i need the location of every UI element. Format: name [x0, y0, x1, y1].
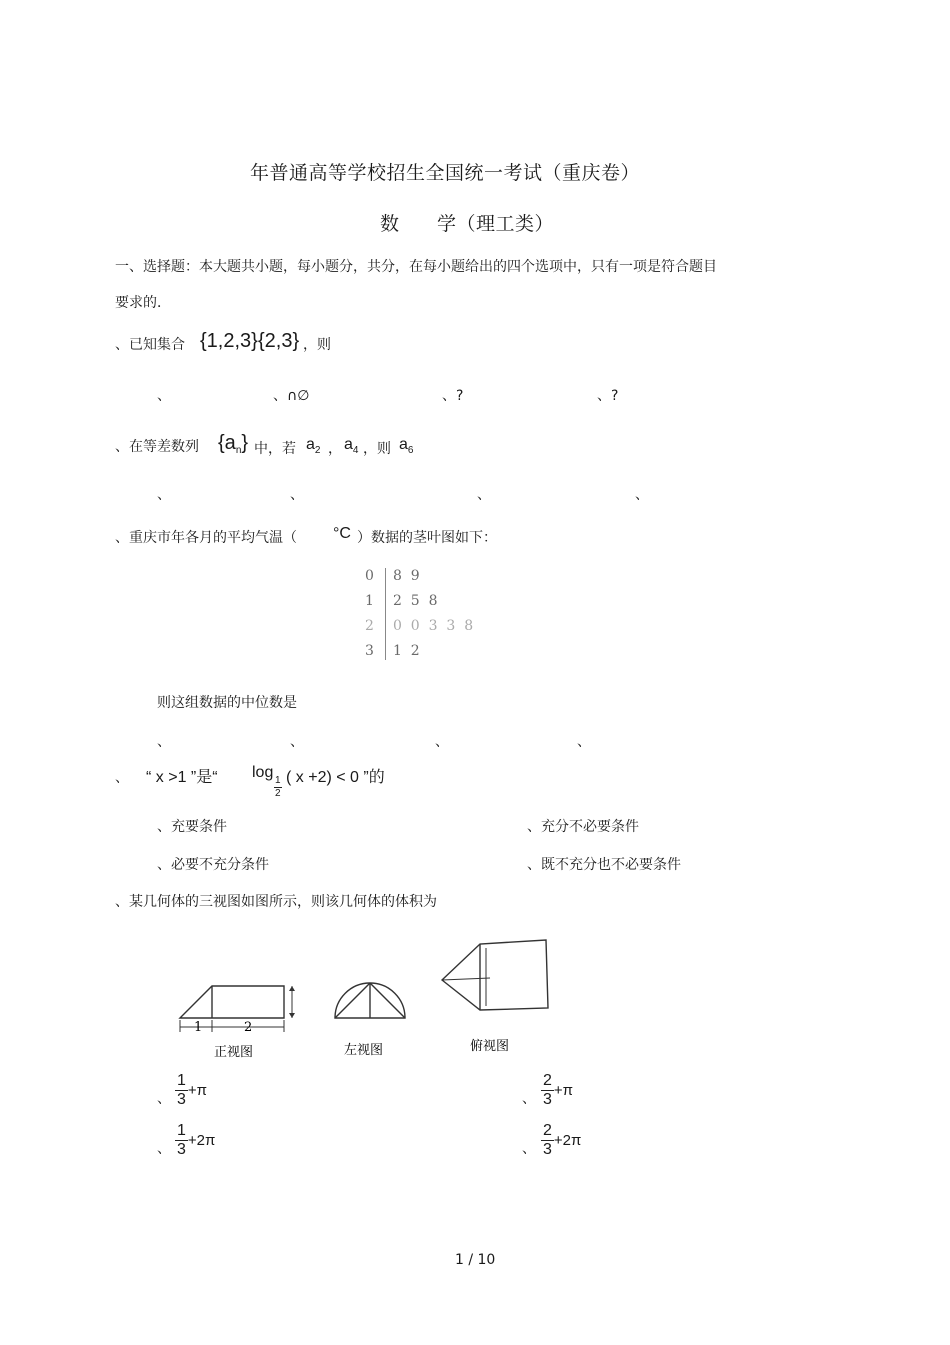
q2-option-c: 、 — [477, 487, 491, 503]
q5-option-c: $\frac{1}{3}$ +2π — [177, 1122, 216, 1158]
section-instructions-line2: 要求的． — [115, 295, 171, 311]
side-view — [335, 983, 405, 1018]
q2-option-b: 、 — [290, 487, 304, 503]
q1-set-b: {2,3} — [258, 330, 300, 352]
leaves-0: 8 9 — [393, 568, 420, 584]
q5-option-a: $\frac{1}{3}$ +π — [177, 1072, 208, 1108]
stem-2: 2 — [365, 618, 374, 634]
q1-option-b: 、∩∅ — [273, 388, 310, 404]
q2-a6: $a_6$ — [399, 436, 414, 456]
top-view-label: 俯视图 — [470, 1039, 510, 1054]
q2-prefix: 、在等差数列 — [115, 439, 199, 455]
q4-option-d: 、既不充分也不必要条件 — [527, 857, 681, 873]
q5-option-b: $\frac{2}{3}$ +π — [543, 1072, 574, 1108]
q1-suffix: ，则 — [303, 337, 331, 353]
q2-option-d: 、 — [635, 487, 649, 503]
q4-option-c: 、必要不充分条件 — [157, 857, 269, 873]
exam-title: 年普通高等学校招生全国统一考试（重庆卷） — [250, 162, 641, 184]
q2-then: ，则 — [363, 441, 391, 457]
leaves-1: 2 5 8 — [393, 593, 438, 609]
q2-sequence: $\{a_n\}$ — [218, 432, 249, 456]
q2-a2: $a_2$ — [306, 436, 321, 456]
q1-option-a: 、 — [157, 388, 171, 404]
leaves-2: 0 0 3 3 8 — [393, 618, 474, 634]
q3-question: 则这组数据的中位数是 — [157, 695, 297, 711]
q2-option-a: 、 — [157, 487, 171, 503]
stem-divider — [385, 568, 386, 660]
q2-a4: $a_4$ — [344, 436, 359, 456]
subject-left: 数 — [380, 213, 400, 235]
q4-log-base: 1 2 — [275, 775, 281, 799]
q3-option-c: 、 — [435, 734, 449, 750]
q1-option-c: 、? — [442, 388, 464, 404]
q5-option-c-mark: 、 — [157, 1141, 171, 1157]
q3-option-b: 、 — [290, 734, 304, 750]
page-number: 1 / 10 — [455, 1252, 496, 1268]
q3-suffix: ）数据的茎叶图如下： — [357, 530, 497, 546]
q4-option-b: 、充分不必要条件 — [527, 819, 639, 835]
side-view-label: 左视图 — [344, 1043, 384, 1058]
q4-expression: ( x +2) < 0 ”的 — [286, 769, 385, 786]
q4-condition: “ x >1 ”是“ — [146, 769, 218, 786]
leaves-3: 1 2 — [393, 643, 420, 659]
q4-option-a: 、充要条件 — [157, 819, 227, 835]
q2-comma: ， — [328, 441, 342, 457]
q1-option-d: 、? — [597, 388, 619, 404]
q5-option-b-mark: 、 — [522, 1091, 536, 1107]
q1-set-a: {1,2,3} — [200, 330, 258, 352]
q2-mid: 中，若 — [254, 441, 296, 457]
subject-right: 学（理工类） — [437, 213, 555, 235]
front-view-label: 正视图 — [214, 1045, 254, 1060]
stem-1: 1 — [365, 593, 374, 609]
three-view-figure — [170, 932, 560, 1062]
q3-prefix: 、重庆市年各月的平均气温（ — [115, 530, 297, 546]
q5-option-d-mark: 、 — [522, 1141, 536, 1157]
stem-0: 0 — [365, 568, 374, 584]
q3-unit: °C — [333, 525, 351, 542]
stem-3: 3 — [365, 643, 374, 659]
q5-option-d: $\frac{2}{3}$ +2π — [543, 1122, 582, 1158]
dim-1: 1 — [194, 1020, 203, 1035]
q5-option-a-mark: 、 — [157, 1091, 171, 1107]
dim-2: 2 — [244, 1020, 253, 1035]
section-instructions-line1: 一、选择题：本大题共小题，每小题分，共分，在每小题给出的四个选项中，只有一项是符合题目 — [115, 259, 717, 275]
top-view — [442, 940, 548, 1010]
q1-prefix: 、已知集合 — [115, 337, 185, 353]
q3-option-a: 、 — [157, 734, 171, 750]
q4-log: log — [252, 764, 274, 781]
q4-prefix: 、 — [115, 770, 129, 786]
stem-leaf-plot — [365, 568, 505, 663]
q3-option-d: 、 — [577, 734, 591, 750]
q5-prefix: 、某几何体的三视图如图所示，则该几何体的体积为 — [115, 894, 437, 910]
